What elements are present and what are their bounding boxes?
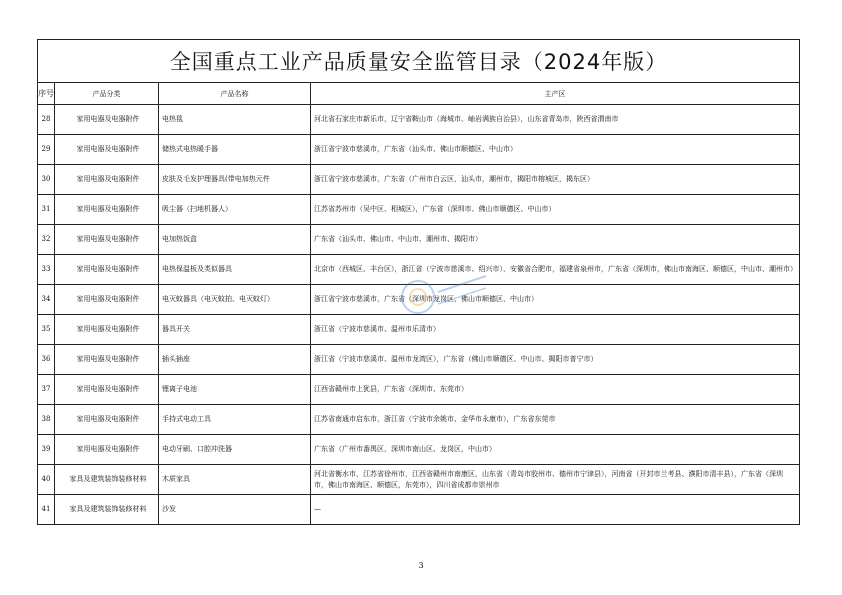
row-region: 北京市（西城区、丰台区），浙江省（宁波市慈溪市、绍兴市），安徽省合肥市，福建省泉州市，广东省（深圳市，佛山市南海区、顺德区，中山市、潮州市） bbox=[311, 255, 800, 285]
row-product: 器具开关 bbox=[159, 315, 311, 345]
row-index: 31 bbox=[38, 195, 55, 225]
row-index: 29 bbox=[38, 135, 55, 165]
table-row bbox=[38, 105, 800, 135]
row-category: 家用电器及电器附件 bbox=[55, 195, 159, 225]
row-product: 电加热饭盒 bbox=[159, 225, 311, 255]
row-region: 浙江省宁波市慈溪市，广东省（广州市白云区，汕头市，潮州市，揭阳市榕城区，揭东区） bbox=[311, 165, 800, 195]
header-region: 主产区 bbox=[311, 83, 800, 105]
catalog-sheet bbox=[37, 39, 799, 525]
row-index: 41 bbox=[38, 495, 55, 525]
row-index: 28 bbox=[38, 105, 55, 135]
row-category: 家具及建筑装饰装修材料 bbox=[55, 465, 159, 495]
row-category: 家用电器及电器附件 bbox=[55, 165, 159, 195]
table-row bbox=[38, 255, 800, 285]
row-region: 江苏省苏州市（吴中区、相城区），广东省（深圳市、佛山市顺德区、中山市） bbox=[311, 195, 800, 225]
row-region: 浙江省宁波市慈溪市，广东省（深圳市龙岗区、佛山市顺德区、中山市） bbox=[311, 285, 800, 315]
row-region: 浙江省（宁波市慈溪市、温州市龙湾区），广东省（佛山市顺德区、中山市、揭阳市普宁市） bbox=[311, 345, 800, 375]
table-row bbox=[38, 495, 800, 525]
row-category: 家用电器及电器附件 bbox=[55, 135, 159, 165]
row-product: 插头插座 bbox=[159, 345, 311, 375]
row-product: 木质家具 bbox=[159, 465, 311, 495]
table-row bbox=[38, 345, 800, 375]
row-product: 电热保温板及类似器具 bbox=[159, 255, 311, 285]
row-category: 家具及建筑装饰装修材料 bbox=[55, 495, 159, 525]
row-region: 河北省衡水市，江苏省徐州市，江西省赣州市南康区，山东省（青岛市胶州市、德州市宁津县），河南省（开封市兰考县、濮阳市清丰县），广东省（深圳市，佛山市南海区、顺德区，东莞市），四川省成都市崇州市 bbox=[311, 465, 800, 495]
row-region: 广东省（广州市番禺区，深圳市南山区、龙岗区，中山市） bbox=[311, 435, 800, 465]
row-region: 江西省赣州市上犹县，广东省（深圳市、东莞市） bbox=[311, 375, 800, 405]
table-row bbox=[38, 135, 800, 165]
row-product: 电热毯 bbox=[159, 105, 311, 135]
row-index: 39 bbox=[38, 435, 55, 465]
table-header-row bbox=[38, 83, 800, 105]
row-category: 家用电器及电器附件 bbox=[55, 255, 159, 285]
table-row bbox=[38, 195, 800, 225]
row-region: 浙江省宁波市慈溪市，广东省（汕头市、佛山市顺德区、中山市） bbox=[311, 135, 800, 165]
row-region: 广东省（汕头市、佛山市、中山市、潮州市、揭阳市） bbox=[311, 225, 800, 255]
row-index: 37 bbox=[38, 375, 55, 405]
table-row bbox=[38, 225, 800, 255]
row-product: 电动牙刷、口腔冲洗器 bbox=[159, 435, 311, 465]
row-index: 32 bbox=[38, 225, 55, 255]
row-category: 家用电器及电器附件 bbox=[55, 375, 159, 405]
row-index: 38 bbox=[38, 405, 55, 435]
header-index: 序号 bbox=[38, 83, 55, 105]
row-product: 手持式电动工具 bbox=[159, 405, 311, 435]
row-index: 30 bbox=[38, 165, 55, 195]
row-product: 沙发 bbox=[159, 495, 311, 525]
row-category: 家用电器及电器附件 bbox=[55, 225, 159, 255]
table-row bbox=[38, 285, 800, 315]
table-row bbox=[38, 165, 800, 195]
row-category: 家用电器及电器附件 bbox=[55, 285, 159, 315]
row-category: 家用电器及电器附件 bbox=[55, 435, 159, 465]
row-category: 家用电器及电器附件 bbox=[55, 345, 159, 375]
row-category: 家用电器及电器附件 bbox=[55, 405, 159, 435]
table-row bbox=[38, 405, 800, 435]
table-row bbox=[38, 435, 800, 465]
page-number: 3 bbox=[418, 561, 424, 570]
row-category: 家用电器及电器附件 bbox=[55, 105, 159, 135]
row-index: 40 bbox=[38, 465, 55, 495]
table-body bbox=[38, 105, 800, 525]
row-product: 储热式电热暖手器 bbox=[159, 135, 311, 165]
table-row bbox=[38, 375, 800, 405]
row-product: 皮肤及毛发护理器具(带电加热元件 bbox=[159, 165, 311, 195]
page-title: 全国重点工业产品质量安全监管目录（2024年版） bbox=[38, 40, 800, 83]
header-product: 产品名称 bbox=[159, 83, 311, 105]
row-index: 33 bbox=[38, 255, 55, 285]
row-product: 吸尘器（扫地机器人） bbox=[159, 195, 311, 225]
catalog-table bbox=[37, 39, 800, 525]
row-region: 江苏省南通市启东市，浙江省（宁波市余姚市、金华市永康市），广东省东莞市 bbox=[311, 405, 800, 435]
row-index: 34 bbox=[38, 285, 55, 315]
table-row bbox=[38, 465, 800, 495]
header-category: 产品分类 bbox=[55, 83, 159, 105]
row-index: 36 bbox=[38, 345, 55, 375]
table-row bbox=[38, 315, 800, 345]
row-region: — bbox=[311, 495, 800, 525]
row-region: 河北省石家庄市新乐市，辽宁省鞍山市（海城市、岫岩满族自治县），山东省青岛市，陕西省渭南市 bbox=[311, 105, 800, 135]
row-index: 35 bbox=[38, 315, 55, 345]
row-region: 浙江省（宁波市慈溪市、温州市乐清市） bbox=[311, 315, 800, 345]
row-product: 电灭蚊器具（电灭蚊拍、电灭蚊灯） bbox=[159, 285, 311, 315]
row-product: 锂离子电池 bbox=[159, 375, 311, 405]
row-category: 家用电器及电器附件 bbox=[55, 315, 159, 345]
